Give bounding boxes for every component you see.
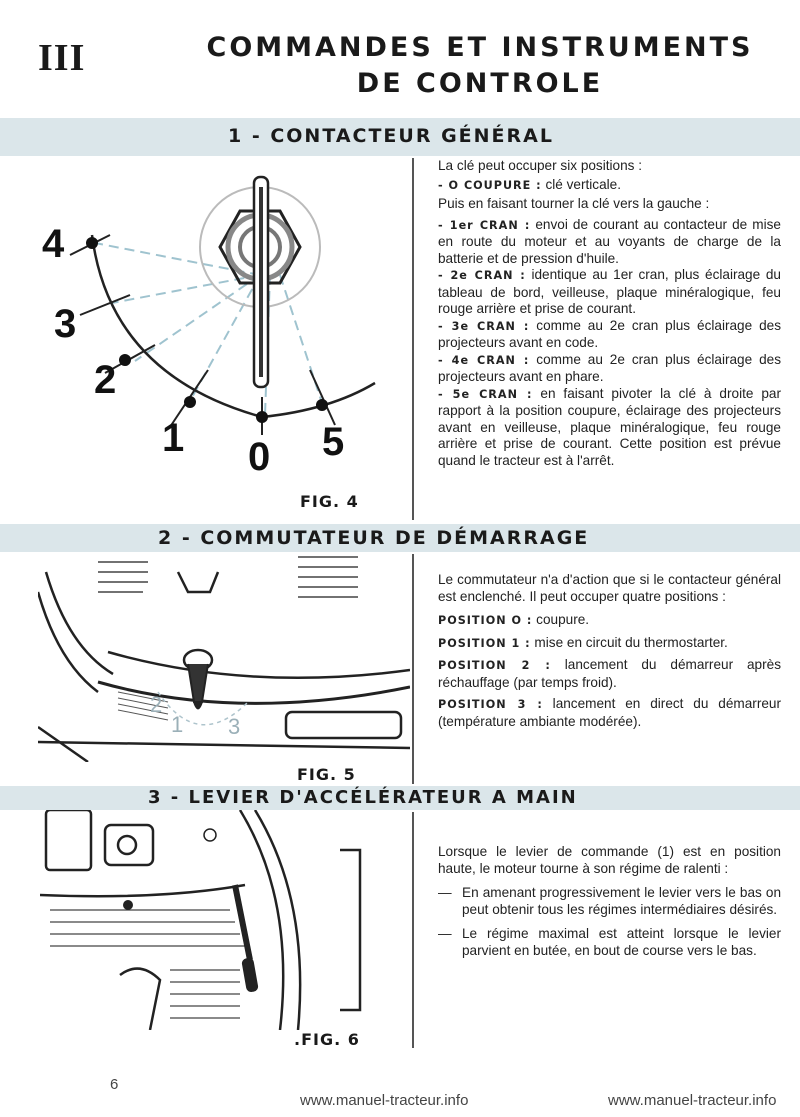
pos-label-2: 2 [94,358,117,402]
start-pos-label-1: 1 [171,712,184,737]
cran4-item: - 4e CRAN : comme au 2e cran plus éclairage des projecteurs avant en phare. [438,351,781,384]
section3-heading: 3 - LEVIER D'ACCÉLÉRATEUR A MAIN [148,787,578,808]
watermark-right: www.manuel-tracteur.info [608,1092,777,1109]
throttle-lever-illustration [40,810,412,1030]
fig-5-label: FIG. 5 [297,765,356,784]
column-divider [412,812,414,1048]
page-title-line2: DE CONTROLE [356,68,604,99]
watermark-left: www.manuel-tracteur.info [300,1092,469,1109]
start-pos-label-2: 2 [150,692,163,717]
column-divider [412,554,414,784]
turn-text: Puis en faisant tourner la clé vers la gauche : [438,196,710,211]
page-number: 6 [110,1076,119,1093]
cran1-item: - 1er CRAN : envoi de courant au contacteur de mise en route du moteur et au voyants de charge de la batterie et de pression d'huile. [438,216,781,266]
pos3-item: POSITION 3 : lancement en direct du démarreur (température ambiante modérée). [438,696,781,729]
section1-heading-band [0,118,800,156]
cran3-item: - 3e CRAN : comme au 2e cran plus éclairage des projecteurs avant en code. [438,317,781,350]
fig-6-label: .FIG. 6 [294,1030,360,1049]
pos-label-4: 4 [42,222,65,266]
pos1-item: POSITION 1 : mise en circuit du thermostarter. [438,634,728,650]
cran2-item: - 2e CRAN : identique au 1er cran, plus éclairage du tableau de bord, veilleuse, plaque minéralogique, feu rouge arrière et prise de courant. [438,267,781,316]
key-switch-diagram [30,165,405,485]
pos-label-3: 3 [54,302,77,346]
pos-label-5: 5 [322,420,345,464]
pos-label-0: 0 [248,435,271,479]
starter-switch-illustration [38,552,410,762]
cran5-item: - 5e CRAN : en faisant pivoter la clé à droite par rapport à la position coupure, éclairage des projecteurs avant en veilleuse, plaque minéralogique, feu rouge arrière et prise de courant. Cette position est prévue quand le tracteur est à l'arrêt. [438,385,781,468]
fig-4-label: FIG. 4 [300,492,359,511]
column-divider [412,158,414,520]
section2-intro: Le commutateur n'a d'action que si le contacteur général est enclenché. Il peut occuper quatre positions : [438,572,781,604]
section3-heading-band [0,786,800,810]
throttle-item-1: — En amenant progressivement le levier vers le bas on peut obtenir tous les régimes intermédiaires désirés. [438,885,781,917]
page-title-line1: COMMANDES ET INSTRUMENTS [206,32,754,63]
page-title [170,30,790,102]
section3-intro: Lorsque le levier de commande (1) est en position haute, le moteur tourne à son régime de ralenti : [438,844,781,876]
section2-text [438,572,781,730]
section2-heading: 2 - COMMUTATEUR DE DÉMARRAGE [158,527,590,549]
section1-intro: La clé peut occuper six positions : [438,158,643,173]
section1-heading: 1 - CONTACTEUR GÉNÉRAL [228,125,554,147]
section2-heading-band [0,524,800,552]
coupure-item: - O COUPURE : clé verticale. [438,176,621,192]
chapter-number: III [38,37,86,79]
pos-label-1: 1 [162,416,185,460]
pos2-item: POSITION 2 : lancement du démarreur après réchauffage (par temps froid). [438,657,781,690]
pos0-item: POSITION O : coupure. [438,612,590,627]
section3-text [438,844,781,967]
start-pos-label-3: 3 [228,714,241,739]
throttle-item-2: — Le régime maximal est atteint lorsque le levier parvient en butée, en bout de course vers le bas. [438,926,781,958]
section1-text [438,158,781,469]
